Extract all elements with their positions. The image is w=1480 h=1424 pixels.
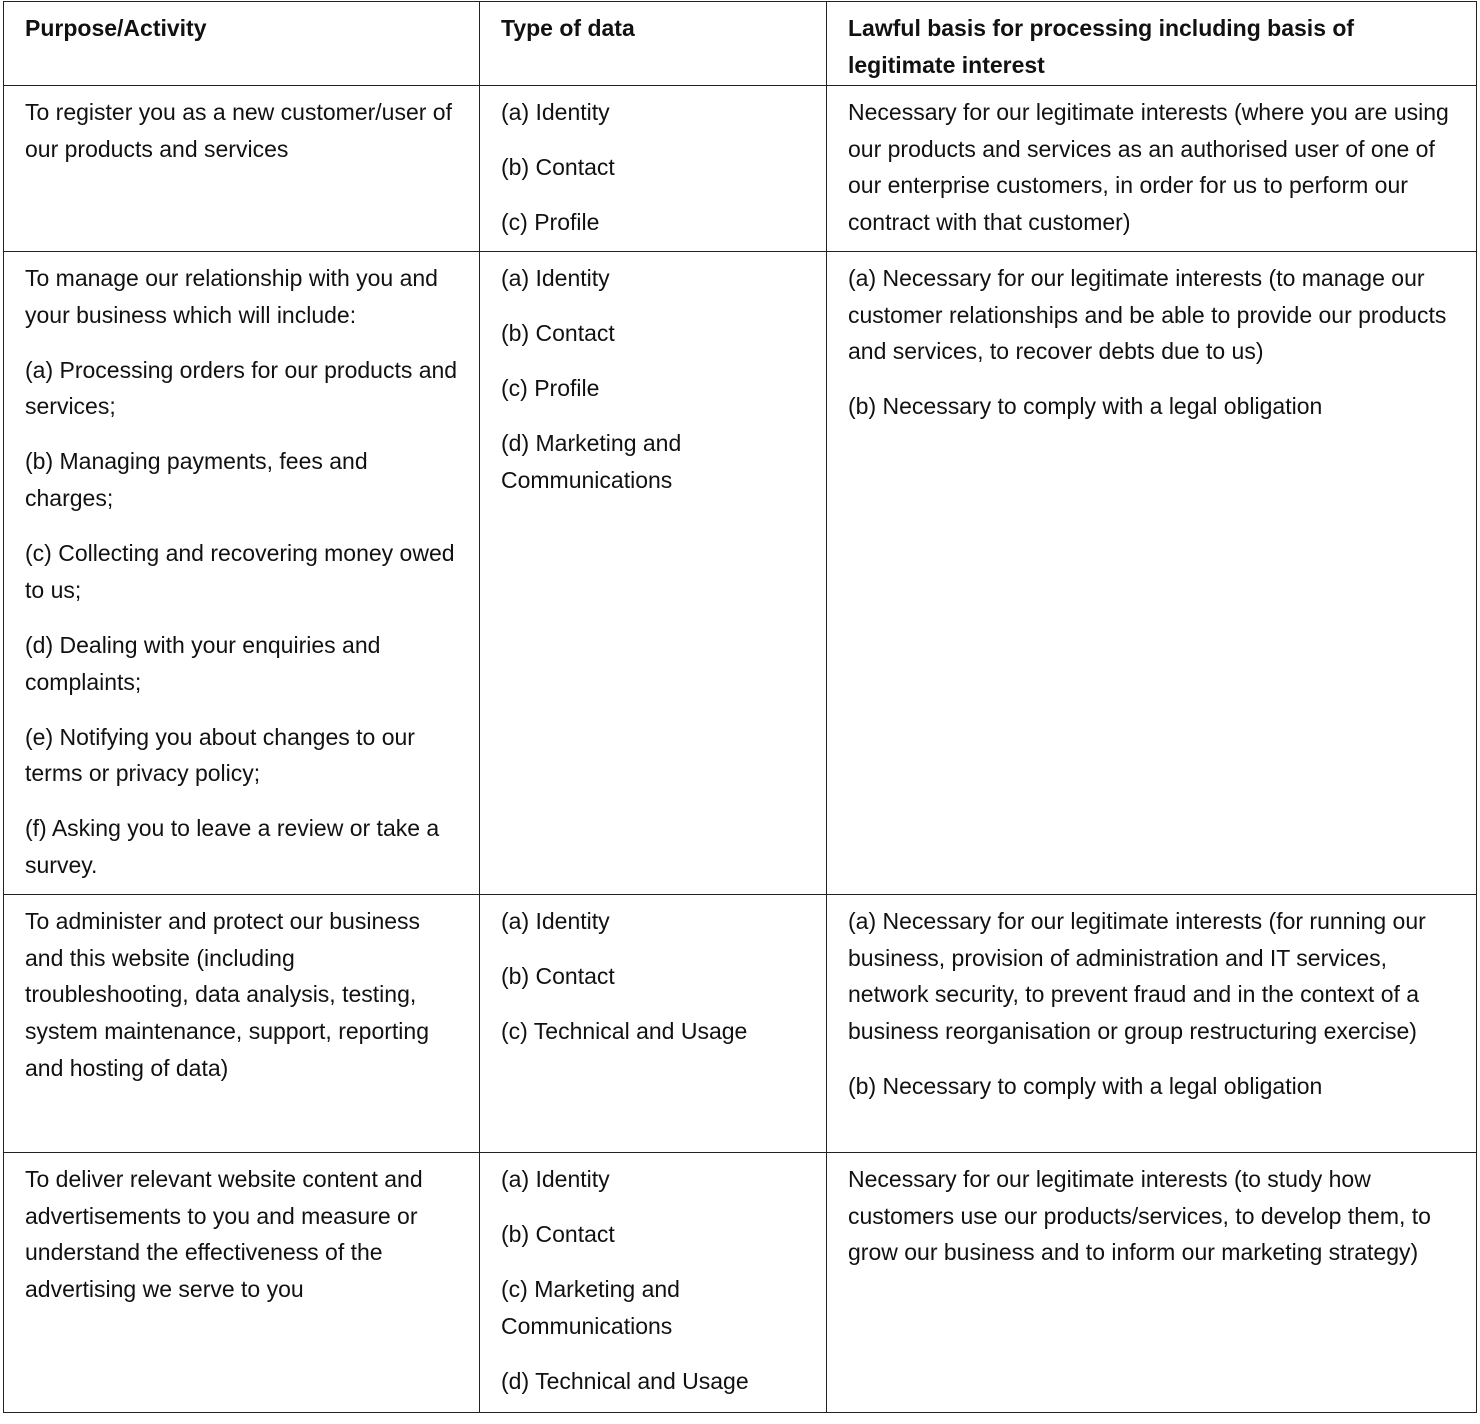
table-row — [4, 86, 1477, 252]
cell-paragraph: To deliver relevant website content and advertisements to you and measure or understand the effectiveness of the advertising we serve to you — [25, 1166, 423, 1303]
cell-type — [480, 86, 827, 252]
cell-basis — [827, 895, 1477, 1153]
cell-paragraph: (a) Necessary for our legitimate interests (for running our business, provision of administration and IT services, network security, to prevent fraud and in the context of a business reorganisation or group restructuring exercise) — [848, 908, 1426, 1045]
cell-paragraph: (c) Collecting and recovering money owed to us; — [25, 540, 455, 603]
cell-paragraph: (a) Necessary for our legitimate interests (to manage our customer relationships and be able to provide our products and services, to recover debts due to us) — [848, 265, 1447, 365]
cell-basis — [827, 1153, 1477, 1413]
cell-paragraph: (d) Marketing and Communications — [501, 430, 682, 493]
cell-purpose — [4, 1153, 480, 1413]
cell-paragraph: (a) Identity — [501, 99, 610, 125]
cell-paragraph: (a) Identity — [501, 908, 610, 934]
header-purpose: Purpose/Activity — [4, 2, 480, 86]
cell-paragraph: (f) Asking you to leave a review or take a survey. — [25, 815, 440, 878]
cell-basis — [827, 252, 1477, 895]
cell-paragraph: (c) Profile — [501, 375, 600, 401]
cell-paragraph: (b) Contact — [501, 320, 615, 346]
header-type-of-data: Type of data — [480, 2, 827, 86]
cell-paragraph: (b) Contact — [501, 963, 615, 989]
cell-paragraph: (a) Processing orders for our products and services; — [25, 356, 458, 420]
table-row — [4, 895, 1477, 1153]
lawful-basis-table — [3, 1, 1477, 1413]
cell-paragraph: (a) Identity — [501, 1166, 610, 1192]
cell-type — [480, 1153, 827, 1413]
table-row — [4, 1153, 1477, 1413]
table-header-row — [4, 2, 1477, 86]
cell-basis — [827, 86, 1477, 252]
cell-paragraph: (c) Marketing and Communications — [501, 1276, 680, 1339]
cell-paragraph: To administer and protect our business and this website (including troubleshooting, data analysis, testing, system maintenance, support, reporting and hosting of data) — [25, 908, 429, 1081]
cell-paragraph: To manage our relationship with you and your business which will include: — [25, 265, 438, 328]
cell-type — [480, 252, 827, 895]
cell-purpose — [4, 86, 480, 252]
cell-purpose — [4, 895, 480, 1153]
cell-paragraph: (c) Profile — [501, 209, 600, 235]
cell-paragraph: (e) Notifying you about changes to our terms or privacy policy; — [25, 723, 415, 787]
cell-paragraph: Necessary for our legitimate interests (to study how customers use our products/services, to develop them, to grow our business and to inform our marketing strategy) — [848, 1166, 1431, 1266]
cell-paragraph: (b) Necessary to comply with a legal obligation — [848, 1073, 1323, 1100]
cell-purpose — [4, 252, 480, 895]
cell-paragraph: (d) Dealing with your enquiries and complaints; — [25, 631, 381, 695]
cell-paragraph: (b) Managing payments, fees and charges; — [25, 448, 368, 512]
header-lawful-basis: Lawful basis for processing including basis of legitimate interest — [827, 2, 1477, 86]
cell-paragraph: (b) Necessary to comply with a legal obligation — [848, 393, 1323, 420]
cell-paragraph: To register you as a new customer/user of our products and services — [25, 99, 452, 162]
cell-paragraph: Necessary for our legitimate interests (where you are using our products and services as an authorised user of one of our enterprise customers, in order for us to perform our contract with that customer) — [848, 99, 1449, 236]
cell-paragraph: (c) Technical and Usage — [501, 1018, 748, 1044]
cell-paragraph: (b) Contact — [501, 154, 615, 180]
cell-paragraph: (d) Technical and Usage — [501, 1367, 749, 1394]
cell-type — [480, 895, 827, 1153]
cell-paragraph: (b) Contact — [501, 1221, 615, 1247]
table-row — [4, 252, 1477, 895]
cell-paragraph: (a) Identity — [501, 265, 610, 291]
